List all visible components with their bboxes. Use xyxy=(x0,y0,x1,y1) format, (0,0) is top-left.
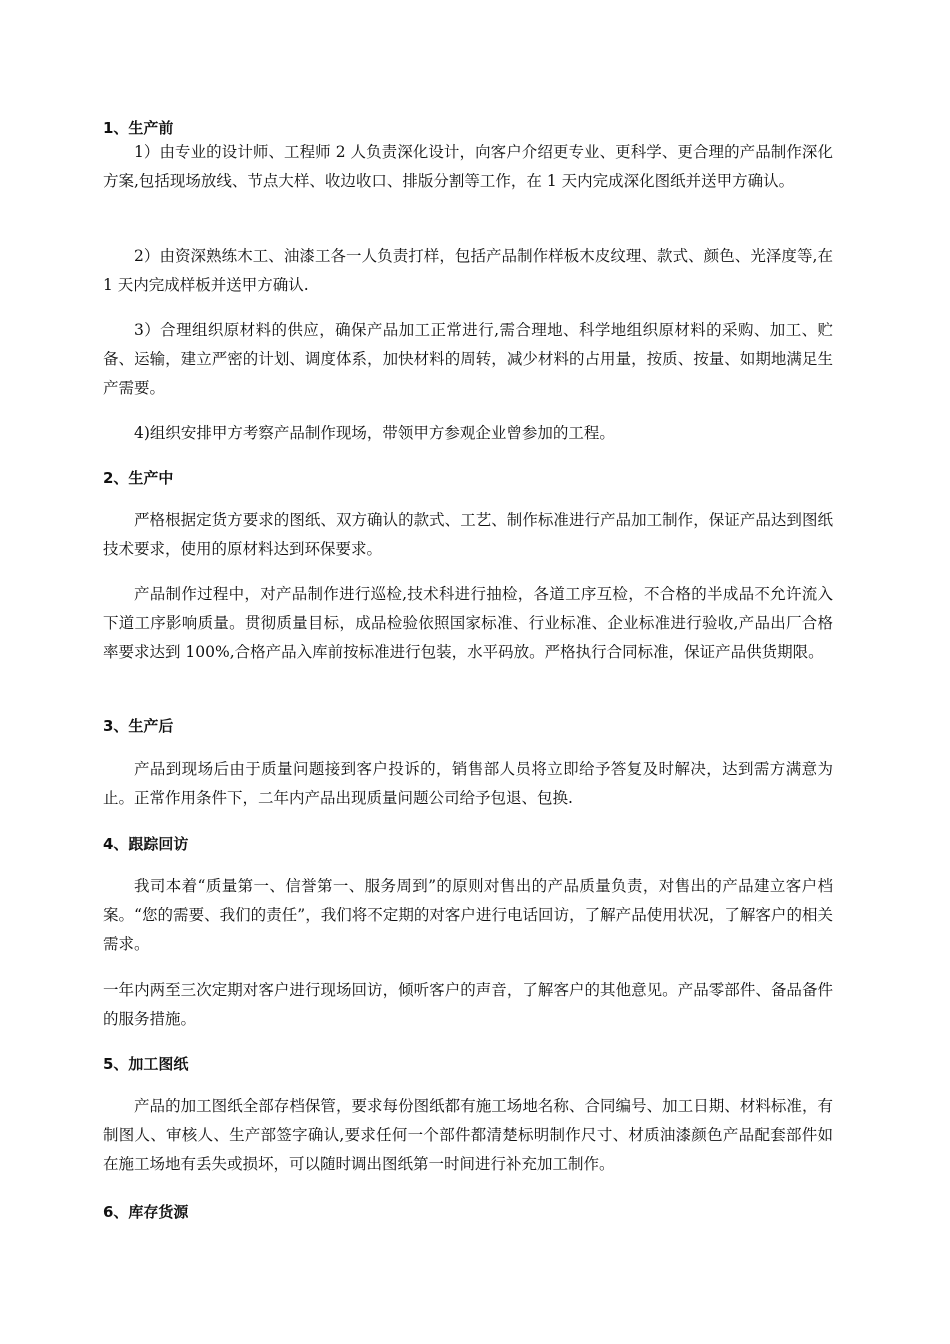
paragraph-1-1: 1）由专业的设计师、工程师 2 人负责深化设计，向客户介绍更专业、更科学、更合理的产品制作深化方案,包括现场放线、节点大样、收边收口、排版分割等工作，在 1 天内完成深化图纸并送甲方确认。 xyxy=(103,143,833,190)
paragraph-3-1: 产品到现场后由于质量问题接到客户投诉的，销售部人员将立即给予答复及时解决，达到需方满意为止。正常作用条件下，二年内产品出现质量问题公司给予包退、包换. xyxy=(103,760,833,807)
section-heading-2: 2、生产中 xyxy=(103,469,174,487)
paragraph-5-1: 产品的加工图纸全部存档保管，要求每份图纸都有施工场地名称、合同编号、加工日期、材料标准，有制图人、审核人、生产部签字确认,要求任何一个部件都清楚标明制作尺寸、材质油漆颜色产品配套部件如在施工场地有丢失或损坏，可以随时调出图纸第一时间进行补充加工制作。 xyxy=(103,1097,833,1173)
paragraph-1-4: 4)组织安排甲方考察产品制作现场，带领甲方参观企业曾参加的工程。 xyxy=(134,424,615,442)
section-heading-6: 6、库存货源 xyxy=(103,1203,189,1221)
paragraph-4-2: 一年内两至三次定期对客户进行现场回访，倾听客户的声音，了解客户的其他意见。产品零部件、备品备件的服务措施。 xyxy=(103,981,833,1028)
paragraph-4-1: 我司本着“质量第一、信誉第一、服务周到”的原则对售出的产品质量负责，对售出的产品建立客户档案。“您的需要、我们的责任”，我们将不定期的对客户进行电话回访，了解产品使用状况，了解客户的相关需求。 xyxy=(103,877,833,953)
paragraph-1-2: 2）由资深熟练木工、油漆工各一人负责打样，包括产品制作样板木皮纹理、款式、颜色、光泽度等,在 1 天内完成样板并送甲方确认. xyxy=(103,247,833,294)
section-heading-5: 5、加工图纸 xyxy=(103,1055,189,1073)
section-heading-3: 3、生产后 xyxy=(103,717,174,735)
section-heading-4: 4、跟踪回访 xyxy=(103,835,189,853)
paragraph-1-3: 3）合理组织原材料的供应，确保产品加工正常进行,需合理地、科学地组织原材料的采购、加工、贮备、运输，建立严密的计划、调度体系，加快材料的周转，减少材料的占用量，按质、按量、如期地满足生产需要。 xyxy=(103,321,833,397)
paragraph-2-1: 严格根据定货方要求的图纸、双方确认的款式、工艺、制作标准进行产品加工制作，保证产品达到图纸技术要求，使用的原材料达到环保要求。 xyxy=(103,511,833,558)
paragraph-2-2: 产品制作过程中，对产品制作进行巡检,技术科进行抽检，各道工序互检，不合格的半成品不允许流入下道工序影响质量。贯彻质量目标，成品检验依照国家标准、行业标准、企业标准进行验收,产品出厂合格率要求达到 100%,合格产品入库前按标准进行包装，水平码放。严格执行合同标准，保证产品供货期限。 xyxy=(103,585,833,661)
section-heading-1: 1、生产前 xyxy=(103,119,174,137)
